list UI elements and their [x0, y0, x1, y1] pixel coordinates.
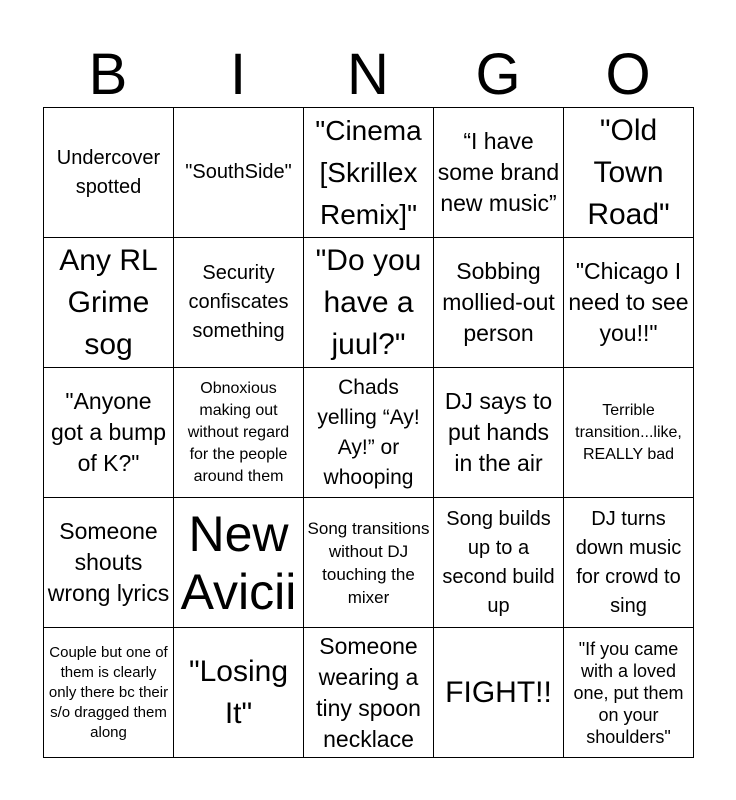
bingo-cell[interactable]: [564, 628, 694, 758]
cell-text: Obnoxious making out without regard for the people around them: [187, 379, 290, 485]
header-letter-g: G: [475, 42, 521, 107]
cell-text: Chads yelling “Ay! Ay!” or whooping: [317, 375, 420, 489]
bingo-cell[interactable]: [174, 108, 304, 238]
cell-text: Couple but one of them is clearly only there bc their s/o dragged them along: [48, 643, 169, 741]
bingo-cell[interactable]: [434, 498, 564, 628]
cell-text: “I have some brand new music”: [437, 128, 560, 216]
board-row: [44, 368, 694, 498]
bingo-cell[interactable]: [434, 368, 564, 498]
bingo-cell[interactable]: [174, 368, 304, 498]
cell-text: Someone shouts wrong lyrics: [47, 518, 170, 606]
bingo-board: [43, 107, 694, 758]
cell-text: DJ says to put hands in the air: [444, 388, 553, 476]
cell-text: Undercover spotted: [56, 146, 161, 198]
bingo-cell[interactable]: [44, 108, 174, 238]
bingo-cell[interactable]: [564, 238, 694, 368]
header-letter-i: I: [229, 42, 247, 107]
bingo-cell[interactable]: [44, 368, 174, 498]
cell-text: "Old Town Road": [587, 113, 670, 231]
cell-text: "Losing It": [188, 654, 289, 730]
cell-text: Song transitions without DJ touching the mixer: [307, 518, 430, 607]
cell-text: Terrible transition...like, REALLY bad: [575, 401, 682, 463]
board-row: [44, 238, 694, 368]
bingo-cell[interactable]: [564, 498, 694, 628]
bingo-cell[interactable]: [434, 238, 564, 368]
bingo-cell[interactable]: [44, 498, 174, 628]
header-letter-o: O: [605, 42, 651, 107]
cell-text: "If you came with a loved one, put them on your shoulders": [573, 638, 684, 747]
cell-text: "Anyone got a bump of K?": [50, 388, 167, 476]
bingo-cell[interactable]: [434, 628, 564, 758]
bingo-cell[interactable]: [564, 368, 694, 498]
bingo-header: [43, 42, 693, 108]
bingo-cell[interactable]: [304, 368, 434, 498]
bingo-cell[interactable]: [564, 108, 694, 238]
bingo-cell[interactable]: [304, 238, 434, 368]
header-letter-n: N: [347, 42, 389, 107]
bingo-cell[interactable]: [304, 108, 434, 238]
bingo-cell[interactable]: [304, 498, 434, 628]
board-row: [44, 108, 694, 238]
bingo-cell[interactable]: [304, 628, 434, 758]
cell-text: Security confiscates something: [188, 262, 289, 342]
cell-text: "SouthSide": [185, 161, 292, 183]
cell-text: Sobbing mollied-out person: [442, 258, 555, 346]
cell-text: FIGHT!!: [445, 675, 552, 709]
cell-text: Someone wearing a tiny spoon necklace: [316, 632, 421, 752]
header-letter-b: B: [88, 42, 128, 107]
bingo-cell[interactable]: [174, 238, 304, 368]
bingo-cell[interactable]: [434, 108, 564, 238]
cell-text: "Cinema [Skrillex Remix]": [315, 114, 422, 230]
cell-text: DJ turns down music for crowd to sing: [575, 507, 682, 617]
bingo-cell[interactable]: [44, 238, 174, 368]
cell-text: "Do you have a juul?": [315, 243, 422, 361]
cell-text: Any RL Grime sog: [59, 243, 158, 361]
cell-text: "Chicago I need to see you!!": [568, 258, 689, 346]
cell-text: New Avicii: [180, 505, 297, 620]
bingo-cell[interactable]: [174, 498, 304, 628]
board-row: [44, 628, 694, 758]
board-row: [44, 498, 694, 628]
bingo-cell[interactable]: [174, 628, 304, 758]
bingo-cell[interactable]: [44, 628, 174, 758]
cell-text: Song builds up to a second build up: [442, 507, 555, 617]
